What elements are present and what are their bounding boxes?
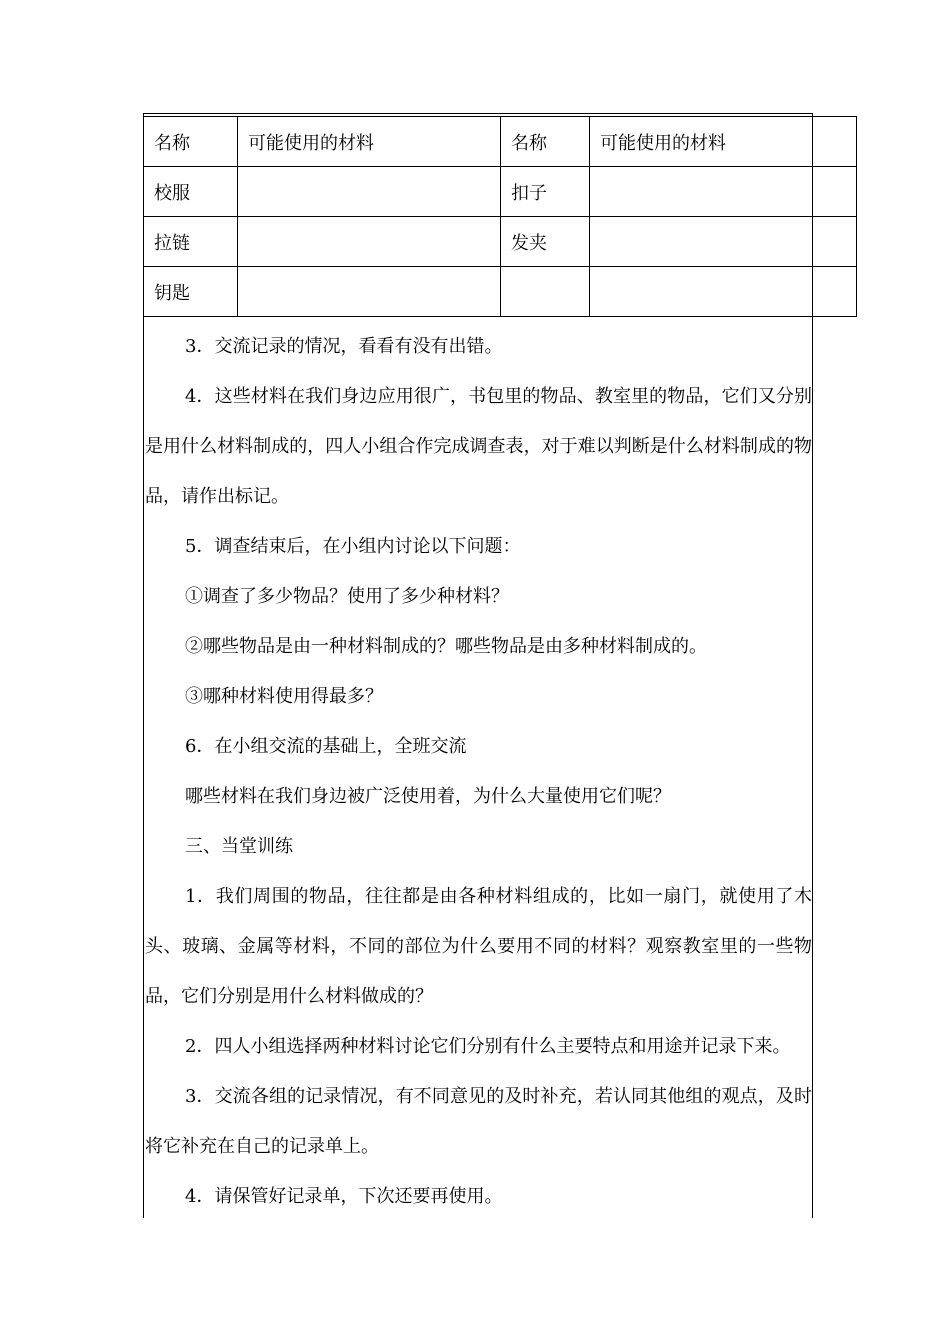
table-header-cell: 名称 xyxy=(144,117,238,167)
table-cell xyxy=(813,167,857,217)
table-cell xyxy=(501,267,590,317)
paragraph-step-5: 5．调查结束后，在小组内讨论以下问题： xyxy=(185,536,521,557)
materials-survey-table xyxy=(143,116,857,317)
paragraph-practice-1: 1．我们周围的物品，往往都是由各种材料组成的，比如一扇门，就使用了木头、玻璃、金属等材料，不同的部位为什么要用不同的材料？观察教室里的一些物品，它们分别是用什么材料做成的？ xyxy=(145,886,812,1007)
table-cell: 发夹 xyxy=(501,217,590,267)
table-cell: 钥匙 xyxy=(144,267,238,317)
lesson-frame-top-border xyxy=(143,113,813,114)
table-cell xyxy=(590,267,813,317)
paragraph-step-6: 6．在小组交流的基础上，全班交流 xyxy=(185,736,467,757)
paragraph-practice-2: 2．四人小组选择两种材料讨论它们分别有什么主要特点和用途并记录下来。 xyxy=(185,1036,791,1057)
paragraph-question-3: ③哪种材料使用得最多？ xyxy=(185,686,383,707)
table-row xyxy=(144,217,857,267)
table-cell xyxy=(813,217,857,267)
table-cell: 校服 xyxy=(144,167,238,217)
section-heading-practice: 三、当堂训练 xyxy=(185,836,293,857)
paragraph-practice-3: 3．交流各组的记录情况，有不同意见的及时补充，若认同其他组的观点，及时将它补充在自己的记录单上。 xyxy=(145,1086,812,1157)
table-cell xyxy=(590,217,813,267)
table-row xyxy=(144,267,857,317)
paragraph-question-2: ②哪些物品是由一种材料制成的？哪些物品是由多种材料制成的。 xyxy=(185,636,707,657)
table-cell xyxy=(238,217,501,267)
table-cell xyxy=(590,167,813,217)
table-cell xyxy=(238,267,501,317)
table-header-cell: 可能使用的材料 xyxy=(590,117,813,167)
table-cell xyxy=(238,167,501,217)
table-row xyxy=(144,167,857,217)
table-cell: 扣子 xyxy=(501,167,590,217)
table-header-cell: 可能使用的材料 xyxy=(238,117,501,167)
paragraph-question-1: ①调查了多少物品？使用了多少种材料？ xyxy=(185,586,509,607)
table-header-row xyxy=(144,117,857,167)
paragraph-class-discussion: 哪些材料在我们身边被广泛使用着，为什么大量使用它们呢？ xyxy=(185,786,671,807)
paragraph-practice-4: 4．请保管好记录单，下次还要再使用。 xyxy=(185,1186,503,1207)
table-header-cell: 名称 xyxy=(501,117,590,167)
lesson-body-text xyxy=(145,322,812,1222)
table-cell xyxy=(813,267,857,317)
paragraph-step-4: 4．这些材料在我们身边应用很广，书包里的物品、教室里的物品，它们又分别是用什么材料制成的，四人小组合作完成调查表，对于难以判断是什么材料制成的物品，请作出标记。 xyxy=(145,386,812,507)
table-header-cell xyxy=(813,117,857,167)
table-cell: 拉链 xyxy=(144,217,238,267)
paragraph-step-3: 3．交流记录的情况，看看有没有出错。 xyxy=(185,336,503,357)
